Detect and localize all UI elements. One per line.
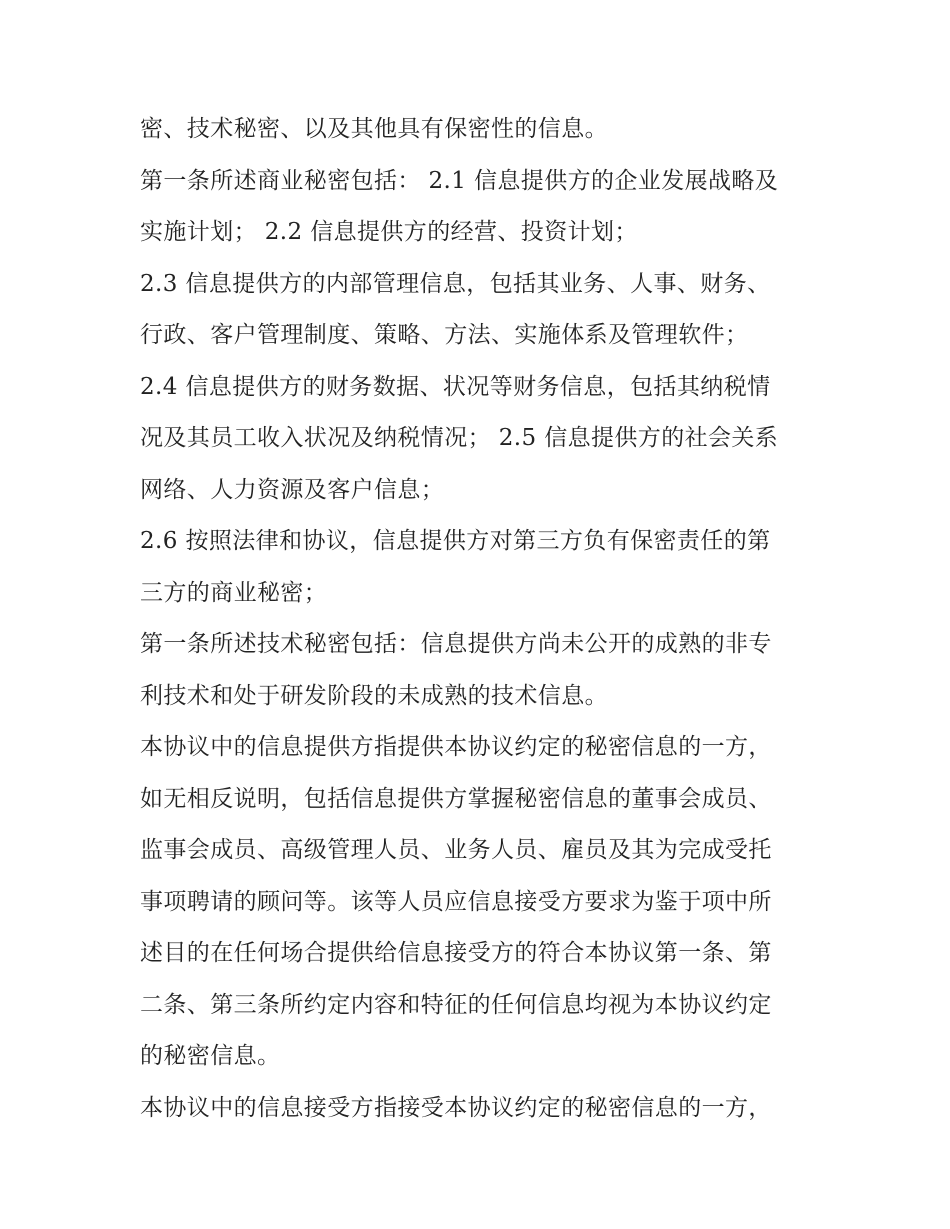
text-line: 网络、人力资源及客户信息；	[140, 476, 445, 503]
text-line: 密、技术秘密、以及其他具有保密性的信息。	[140, 116, 608, 142]
text-line: 如无相反说明，包括信息提供方掌握秘密信息的董事会成员、	[140, 785, 772, 812]
text-line: 2.6 按照法律和协议，信息提供方对第三方负有保密责任的第	[140, 528, 771, 554]
text-line: 第一条所述技术秘密包括：信息提供方尚未公开的成熟的非专	[140, 631, 772, 657]
text-line: 2.3 信息提供方的内部管理信息，包括其业务、人事、财务、	[140, 270, 771, 297]
text-line: 监事会成员、高级管理人员、业务人员、雇员及其为完成受托	[140, 837, 772, 863]
text-line: 况及其员工收入状况及纳税情况； 2.5 信息提供方的社会关系	[140, 425, 779, 451]
text-line: 三方的商业秘密；	[140, 579, 328, 606]
text-line: 行政、客户管理制度、策略、方法、实施体系及管理软件；	[140, 322, 749, 348]
text-line: 2.4 信息提供方的财务数据、状况等财务信息，包括其纳税情	[140, 373, 771, 400]
text-line: 事项聘请的顾问等。该等人员应信息接受方要求为鉴于项中所	[140, 888, 772, 915]
document-body	[140, 104, 820, 1134]
text-line: 的秘密信息。	[140, 1043, 281, 1069]
text-line: 述目的在任何场合提供给信息接受方的符合本协议第一条、第	[140, 940, 772, 966]
text-line: 本协议中的信息接受方指接受本协议约定的秘密信息的一方，	[140, 1094, 772, 1121]
text-line: 二条、第三条所约定内容和特征的任何信息均视为本协议约定	[140, 991, 772, 1018]
text-line: 利技术和处于研发阶段的未成熟的技术信息。	[140, 682, 608, 709]
text-line: 实施计划； 2.2 信息提供方的经营、投资计划；	[140, 219, 638, 245]
text-line: 本协议中的信息提供方指提供本协议约定的秘密信息的一方，	[140, 734, 772, 760]
text-line: 第一条所述商业秘密包括： 2.1 信息提供方的企业发展战略及	[140, 167, 779, 194]
